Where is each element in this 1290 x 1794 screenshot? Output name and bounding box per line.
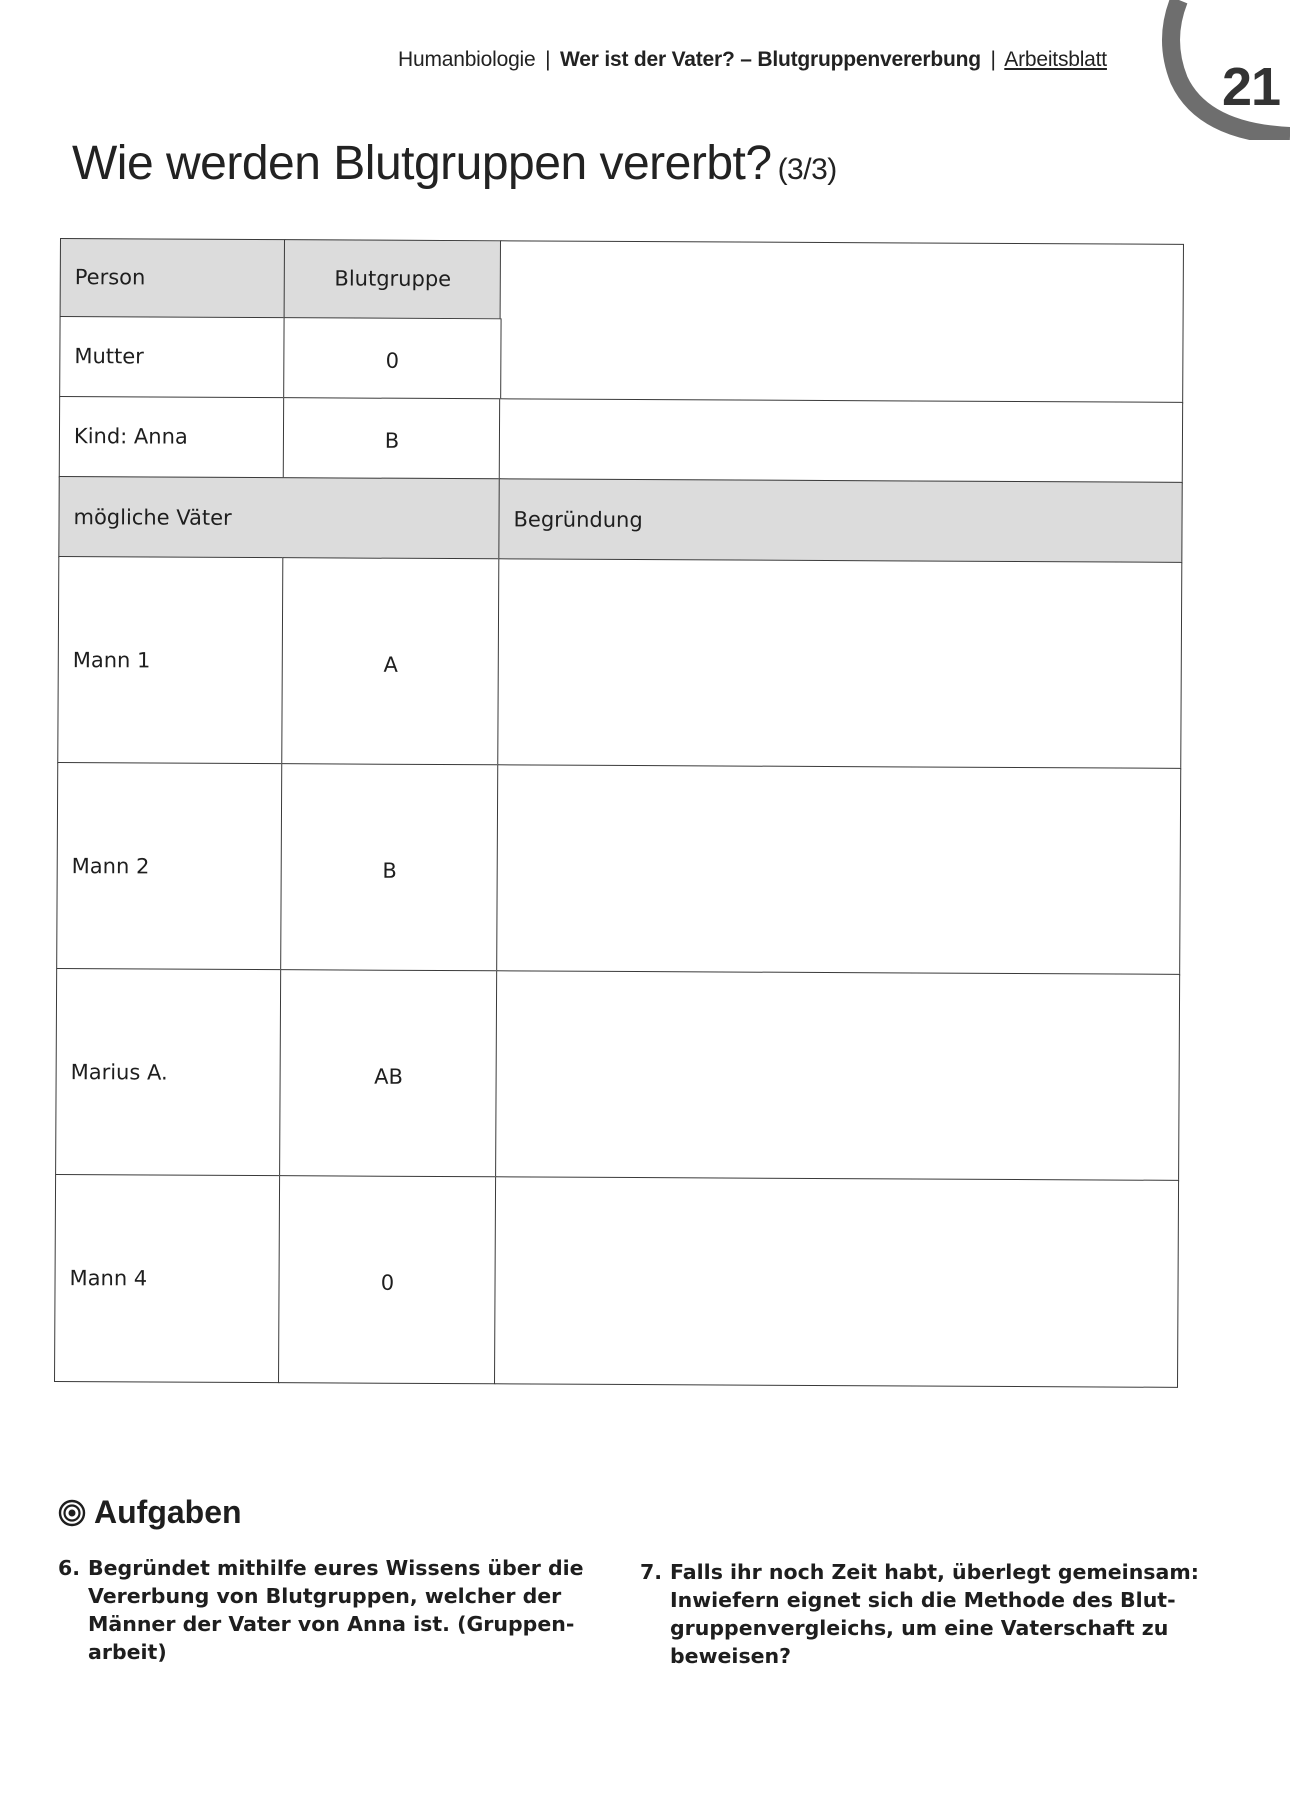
header-separator: | — [545, 48, 551, 71]
row-man1-blood-group-cell — [281, 557, 500, 766]
section-fathers: mögliche Väter — [73, 505, 232, 530]
answer-cell-top[interactable] — [499, 240, 1184, 404]
row-man4-person-cell — [54, 1174, 281, 1383]
row-man4-blood-group: 0 — [380, 1270, 395, 1295]
header-subject: Humanbiologie — [398, 48, 536, 71]
section-reason-cell — [498, 478, 1182, 564]
row-man2-blood-group-cell — [280, 763, 499, 972]
row-man1-blood-group: A — [383, 652, 399, 677]
task-6-number: 6. — [58, 1556, 81, 1580]
row-man2-person-cell — [56, 762, 283, 971]
table-header-person: Person — [74, 265, 146, 290]
answer-cell-man1[interactable] — [497, 558, 1182, 770]
row-child-person: Kind: Anna — [73, 424, 188, 449]
header-separator-2: | — [990, 48, 996, 71]
table-header-blood-group: Blutgruppe — [334, 266, 452, 292]
task-7-line: beweisen? — [670, 1644, 792, 1668]
task-6-line: Begründet mithilfe eures Wissens über die — [88, 1556, 584, 1580]
page-number: 21 — [1222, 57, 1281, 117]
task-6-line: arbeit) — [88, 1640, 167, 1664]
row-marius-person-cell — [55, 968, 282, 1177]
task-6-line: Vererbung von Blutgruppen, welcher der — [88, 1584, 562, 1608]
row-man1-person: Mann 1 — [72, 648, 151, 673]
row-marius-person: Marius A. — [70, 1060, 168, 1085]
header-topic: Wer ist der Vater? – Blutgruppenvererbung — [560, 48, 981, 71]
row-child-person-cell — [59, 396, 285, 479]
blood-group-table — [54, 238, 1188, 1396]
row-man4-blood-group-cell — [278, 1175, 497, 1384]
row-mother-person: Mutter — [74, 344, 144, 369]
task-7-line: Inwiefern eignet sich die Methode des Blut- — [670, 1588, 1176, 1612]
task-7 — [640, 1558, 1199, 1670]
row-mother-person-cell — [59, 316, 285, 399]
table-header-blood-group-cell — [284, 239, 502, 320]
target-icon — [58, 1499, 86, 1527]
page-title-main: Wie werden Blutgruppen vererbt? — [72, 137, 772, 190]
row-man2-blood-group: B — [382, 858, 397, 883]
task-7-number: 7. — [640, 1560, 663, 1584]
running-header — [398, 48, 1107, 72]
table-header-person-cell — [60, 238, 286, 319]
row-child-blood-group-cell — [283, 397, 501, 480]
page-title — [72, 136, 837, 191]
answer-cell-man4[interactable] — [494, 1176, 1179, 1388]
tasks-title: Aufgaben — [94, 1494, 242, 1530]
tasks-heading — [58, 1494, 242, 1531]
section-fathers-cell — [58, 476, 500, 560]
header-type: Arbeitsblatt — [1004, 48, 1107, 71]
row-man2-person: Mann 2 — [71, 854, 150, 879]
row-mother-blood-group: 0 — [385, 348, 400, 373]
row-marius-blood-group: AB — [374, 1064, 404, 1089]
row-mother-blood-group-cell — [283, 317, 501, 400]
answer-cell-man2[interactable] — [496, 764, 1181, 976]
row-man1-person-cell — [57, 556, 284, 765]
page-title-part: (3/3) — [777, 153, 837, 186]
task-6-line: Männer der Vater von Anna ist. (Gruppen- — [88, 1612, 575, 1636]
answer-cell-child[interactable] — [499, 398, 1183, 484]
section-reason: Begründung — [513, 507, 643, 533]
task-7-line: Falls ihr noch Zeit habt, überlegt gemeinsam: — [670, 1560, 1199, 1584]
row-child-blood-group: B — [384, 428, 400, 453]
row-man4-person: Mann 4 — [69, 1266, 148, 1291]
task-6 — [58, 1554, 584, 1666]
task-7-line: gruppenvergleichs, um eine Vaterschaft zu — [670, 1616, 1169, 1640]
row-marius-blood-group-cell — [279, 969, 498, 1178]
answer-cell-marius[interactable] — [495, 970, 1180, 1182]
